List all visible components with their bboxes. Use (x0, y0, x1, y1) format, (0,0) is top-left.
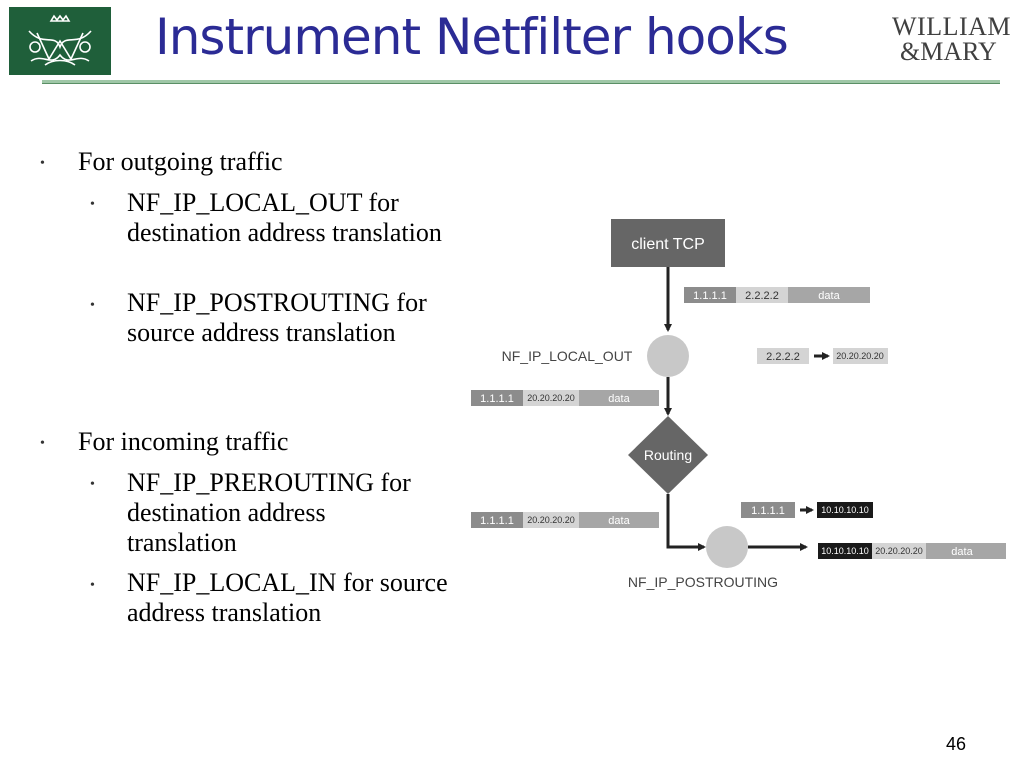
packet4-dst-label: 20.20.20.20 (875, 546, 923, 556)
sub-bullet-postrouting: NF_IP_POSTROUTING for source address translation (127, 288, 427, 347)
hook-postrouting-label: NF_IP_POSTROUTING (627, 574, 779, 590)
flow-arrow-3 (668, 494, 704, 547)
bullet-dot: • (40, 436, 45, 451)
packet1-dst-label: 2.2.2.2 (745, 290, 779, 302)
sub-bullet-local-in: NF_IP_LOCAL_IN for source address translation (127, 568, 448, 627)
packet3-data-label: data (608, 515, 630, 527)
nat1-from-label: 2.2.2.2 (766, 351, 800, 363)
sub-bullet-prerouting: NF_IP_PREROUTING for destination address translation (127, 468, 411, 557)
nat2-to-label: 10.10.10.10 (821, 505, 869, 515)
nat2-from-label: 1.1.1.1 (751, 505, 785, 517)
packet4-data-label: data (951, 546, 973, 558)
page-number: 46 (946, 734, 967, 754)
slide-title: Instrument Netfilter hooks (155, 8, 788, 66)
packet1-src-label: 1.1.1.1 (693, 290, 727, 302)
nat1-to-label: 20.20.20.20 (836, 351, 884, 361)
bullet-dot: • (40, 156, 45, 171)
bullet-outgoing: For outgoing traffic (78, 147, 283, 176)
packet4-src-label: 10.10.10.10 (821, 546, 869, 556)
hook-local-out-circle (647, 335, 689, 377)
bullet-dot: • (90, 298, 95, 313)
hook-postrouting-circle (706, 526, 748, 568)
packet1-data-label: data (818, 290, 840, 302)
client-tcp-label: client TCP (631, 236, 705, 253)
bullet-dot: • (90, 197, 95, 212)
routing-label: Routing (643, 447, 693, 463)
packet2-dst-label: 20.20.20.20 (527, 393, 575, 403)
bullet-dot: • (90, 477, 95, 492)
hook-local-out-label: NF_IP_LOCAL_OUT (501, 348, 633, 364)
bullet-incoming: For incoming traffic (78, 427, 289, 456)
packet2-src-label: 1.1.1.1 (480, 393, 514, 405)
wordmark-line2: &MARY (900, 37, 997, 66)
wordmark-line1: WILLIAM (892, 12, 1012, 41)
packet2-data-label: data (608, 393, 630, 405)
packet3-src-label: 1.1.1.1 (480, 515, 514, 527)
sub-bullet-local-out: NF_IP_LOCAL_OUT for destination address translation (127, 188, 442, 247)
bullet-dot: • (90, 578, 95, 593)
packet3-dst-label: 20.20.20.20 (527, 515, 575, 525)
